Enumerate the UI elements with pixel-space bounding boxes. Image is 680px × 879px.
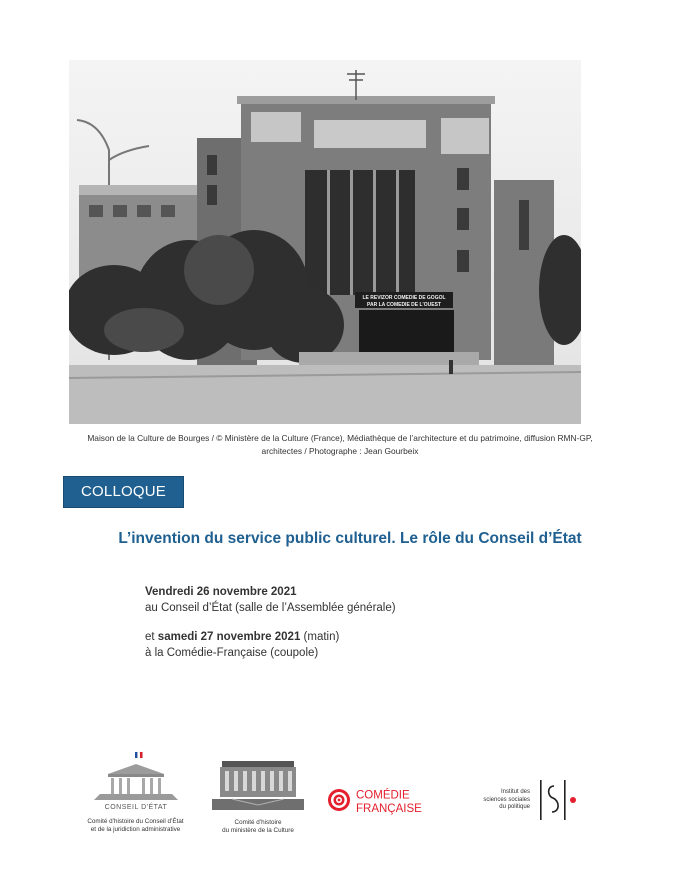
target-icon <box>328 789 350 811</box>
conseil-etat-line2: et de la juridiction administrative <box>90 826 181 833</box>
isp-line1: Institut des <box>500 789 530 795</box>
event-title: L’invention du service public culturel. Le rôle du Conseil d’État <box>118 530 582 547</box>
photo-caption-line2: architectes / Photographe : Jean Gourbeix <box>261 446 419 456</box>
ministere-line1: Comité d’histoire <box>234 819 282 826</box>
day1-place: au Conseil d’État (salle de l’Assemblée générale) <box>145 602 396 614</box>
day2-place: à la Comédie-Française (coupole) <box>145 647 319 659</box>
isp-logo <box>468 778 586 822</box>
day1-date: Vendredi 26 novembre 2021 <box>145 586 297 598</box>
conseil-etat-logo <box>78 748 193 848</box>
isp-line3: du politique <box>499 804 530 810</box>
day2-suffix: (matin) <box>300 631 340 643</box>
isp-line2: sciences sociales <box>483 796 530 803</box>
palais-royal-icon <box>212 755 304 810</box>
photo-sign-line2: PAR LA COMEDIE DE L'OUEST <box>367 302 441 308</box>
colloque-badge: COLLOQUE <box>63 476 184 508</box>
conseil-etat-line1: Comité d’histoire du Conseil d’État <box>87 818 184 825</box>
ministere-line2: du ministère de la Culture <box>222 827 294 834</box>
comedie-francaise-logo <box>327 786 442 816</box>
event-dates <box>145 584 565 661</box>
day2-date: samedi 27 novembre 2021 <box>157 631 301 643</box>
conseil-etat-building-icon <box>78 748 193 810</box>
comedie-line2: FRANÇAISE <box>356 803 422 815</box>
cover-photo <box>69 60 581 424</box>
photo-caption <box>60 432 620 458</box>
day2-prefix: et <box>145 631 158 643</box>
isp-mark-icon <box>538 778 582 822</box>
ministere-culture-logo <box>212 755 304 835</box>
photo-sign-line1: LE REVIZOR COMEDIE DE GOGOL <box>362 295 446 301</box>
comedie-line1: COMÉDIE <box>356 789 410 802</box>
conseil-etat-name: CONSEIL D'ÉTAT <box>104 804 168 810</box>
photo-caption-line1: Maison de la Culture de Bourges / © Ministère de la Culture (France), Médiathèque de l’architecture et du patrimoine, diffusion RMN-GP, <box>87 433 593 443</box>
